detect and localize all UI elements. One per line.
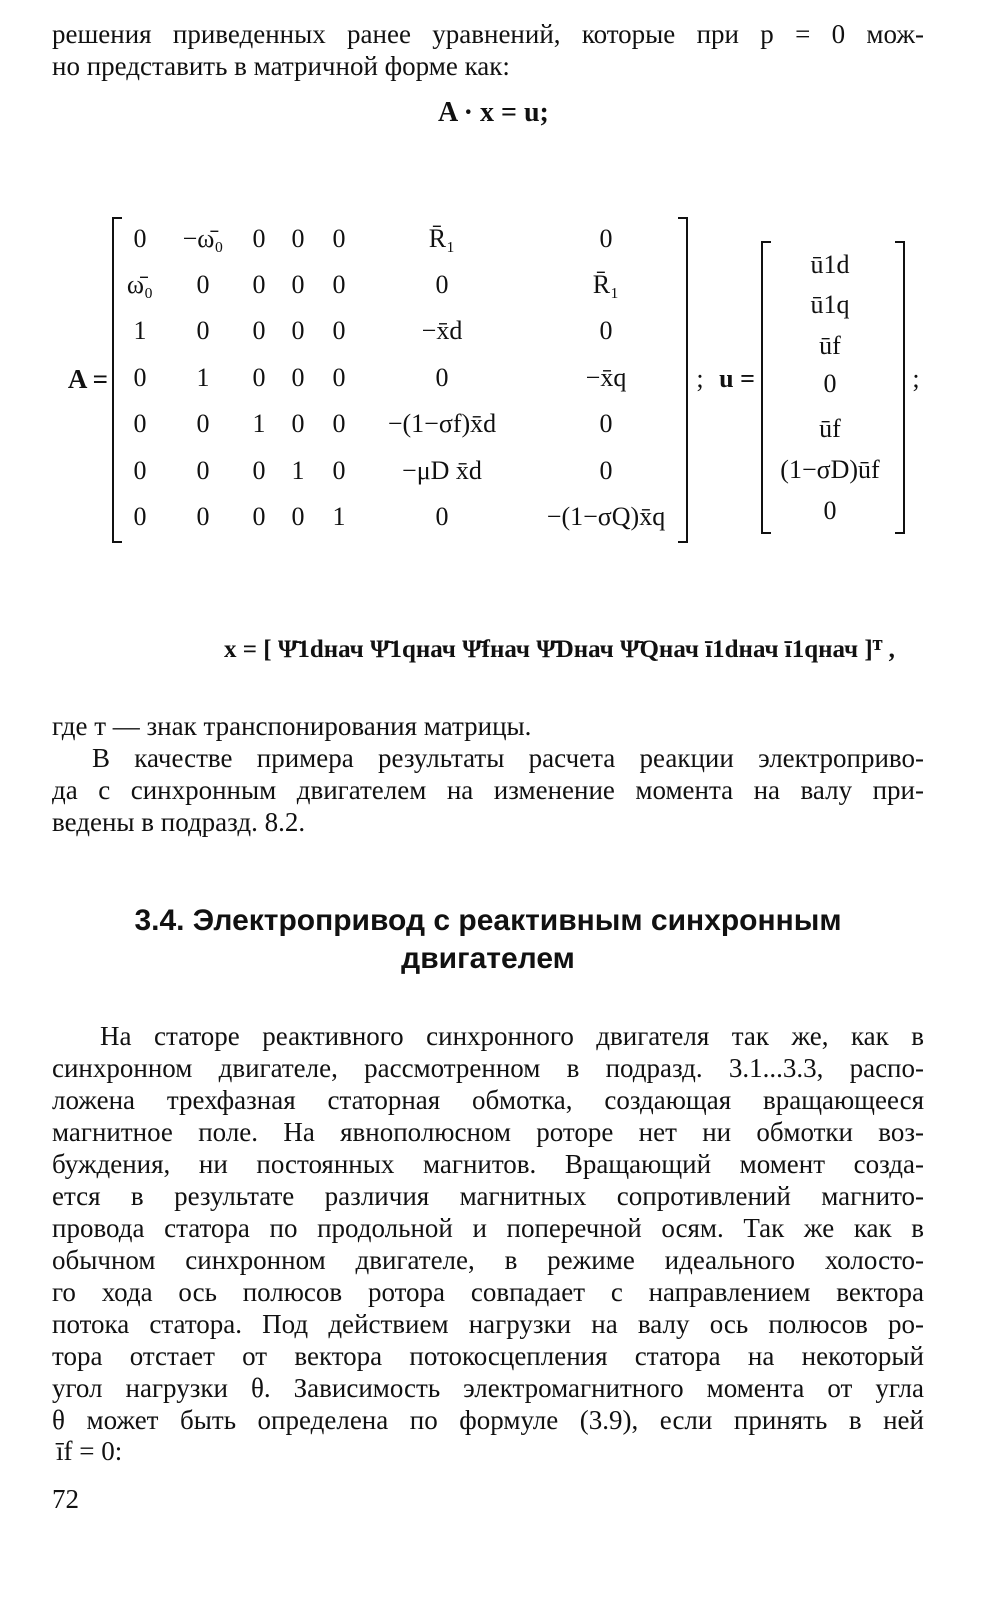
paragraph-reactive-motor — [52, 1020, 924, 1436]
matrix-a-cell: ω̄₀ — [126, 270, 154, 299]
matrix-a-cell: 0 — [291, 316, 305, 345]
vector-u-cell: ūf — [819, 414, 841, 443]
matrix-a-cell: 0 — [599, 224, 613, 253]
para2-line: синхронном двигателе, рассмотренном в подразд. 3.1...3.3, распо- — [52, 1053, 924, 1083]
matrix-a-right-bracket — [678, 217, 688, 543]
matrix-a-cell: 0 — [291, 409, 305, 438]
intro-line-2: но представить в матричной форме как: — [52, 51, 510, 81]
matrix-a-cell: 0 — [133, 363, 147, 392]
section-heading — [52, 902, 924, 978]
matrix-a-cell: 0 — [599, 316, 613, 345]
matrix-a-cell: 0 — [332, 224, 346, 253]
matrix-a-cell: 0 — [196, 502, 210, 531]
para2-line: ется в результате различия магнитных сопротивлений магнито- — [52, 1181, 924, 1211]
matrix-a-cell: 1 — [332, 502, 346, 531]
matrix-separator: ; — [696, 364, 704, 393]
vector-u-right-bracket — [895, 241, 905, 534]
matrix-a-cell: −x̄d — [421, 316, 463, 345]
para2-line: тора отстает от вектора потокосцепления статора на некоторый — [52, 1341, 924, 1371]
matrix-a-cell: 1 — [252, 409, 266, 438]
matrix-a-cell: 0 — [133, 502, 147, 531]
para2-line: На статоре реактивного синхронного двигателя так же, как в — [100, 1021, 924, 1051]
vector-u-cell: 0 — [823, 369, 837, 398]
vector-x-equation: x = [ Ψ̄1dнач Ψ̄1qнач Ψ̄fнач Ψ̄Dнач Ψ̄Qнач ī1dнач ī1qнач ]ᵀ , — [224, 636, 895, 663]
matrix-a-cell: 1 — [291, 456, 305, 485]
matrix-a-cell: −(1−σf)x̄d — [387, 409, 497, 438]
para2-line: θ может быть определена по формуле (3.9), если принять в ней — [52, 1405, 924, 1435]
vector-u-label: u = — [719, 364, 755, 393]
para1-line-1: где т — знак транспонирования матрицы. — [52, 711, 532, 741]
matrix-a-cell: 0 — [332, 456, 346, 485]
matrix-a-cell: 1 — [196, 363, 210, 392]
vector-u-end: ; — [912, 364, 920, 393]
vector-u-cell: 0 — [823, 496, 837, 525]
page-number: 72 — [52, 1484, 79, 1514]
para2-line: потока статора. Под действием нагрузки на валу ось полюсов ро- — [52, 1309, 924, 1339]
matrix-a-cell: 1 — [133, 316, 147, 345]
vector-u-cell: ū1d — [810, 250, 850, 279]
intro-line-1: решения приведенных ранее уравнений, которые при p = 0 мож- — [52, 19, 924, 49]
matrix-a-cell: 0 — [133, 409, 147, 438]
last-equation: īf = 0: — [56, 1436, 123, 1466]
para1-line-3: да с синхронным двигателем на изменение момента на валу при- — [52, 775, 924, 805]
para1-line-2: В качестве примера результаты расчета реакции электроприво- — [92, 743, 924, 773]
matrix-a-cell: 0 — [435, 363, 449, 392]
matrix-a-cell: −x̄q — [585, 363, 627, 392]
matrix-a-cell: 0 — [291, 363, 305, 392]
para2-line: обычном синхронном двигателе, в режиме идеального холосто- — [52, 1245, 924, 1275]
paragraph-transpose — [52, 710, 924, 838]
para2-line: ложена трехфазная статорная обмотка, создающая вращающееся — [52, 1085, 924, 1115]
matrix-a-cell: 0 — [196, 270, 210, 299]
matrix-a-cell: 0 — [435, 270, 449, 299]
matrix-a-cell: 0 — [599, 456, 613, 485]
matrix-a-cell: 0 — [332, 409, 346, 438]
matrix-a-cell: −ω̄₀ — [182, 224, 224, 253]
matrix-a-cell: 0 — [252, 224, 266, 253]
matrix-a-cell: −(1−σQ)x̄q — [546, 502, 666, 531]
matrix-a-block — [0, 0, 981, 620]
vector-u-cell: (1−σD)ūf — [780, 455, 880, 484]
matrix-a-cell: 0 — [196, 409, 210, 438]
matrix-a-cell: 0 — [291, 224, 305, 253]
matrix-a-cell: 0 — [196, 456, 210, 485]
para2-line: буждения, ни постоянных магнитов. Вращающий момент созда- — [52, 1149, 924, 1179]
para2-line: угол нагрузки θ. Зависимость электромагнитного момента от угла — [52, 1373, 924, 1403]
matrix-a-cell: R̄₁ — [592, 270, 620, 299]
matrix-a-cell: 0 — [252, 363, 266, 392]
heading-line-2: двигателем — [401, 942, 575, 975]
matrix-a-cell: −μD x̄d — [402, 456, 482, 485]
matrix-a-cell: 0 — [435, 502, 449, 531]
matrix-a-cell: R̄₁ — [428, 224, 456, 253]
matrix-a-label: A = — [67, 364, 109, 394]
matrix-a-cell: 0 — [133, 224, 147, 253]
para2-line: магнитное поле. На явнополюсном роторе нет ни обмотки воз- — [52, 1117, 924, 1147]
main-equation: A · x = u; — [438, 97, 549, 128]
para2-line: провода статора по продольной и поперечной осям. Так же как в — [52, 1213, 924, 1243]
matrix-a-left-bracket — [112, 217, 122, 543]
vector-u-left-bracket — [761, 241, 771, 534]
para1-line-4: ведены в подразд. 8.2. — [52, 807, 306, 837]
matrix-a-cell: 0 — [332, 363, 346, 392]
matrix-a-cell: 0 — [196, 316, 210, 345]
matrix-a-cell: 0 — [599, 409, 613, 438]
heading-line-1: 3.4. Электропривод с реактивным синхронным — [134, 904, 842, 937]
matrix-a-cell: 0 — [133, 456, 147, 485]
para2-line: го хода ось полюсов ротора совпадает с направлением вектора — [52, 1277, 924, 1307]
matrix-a-cell: 0 — [332, 270, 346, 299]
matrix-a-cell: 0 — [291, 502, 305, 531]
vector-u-cell: ū1q — [810, 290, 850, 319]
matrix-a-cell: 0 — [252, 316, 266, 345]
matrix-a-cell: 0 — [252, 502, 266, 531]
matrix-a-cell: 0 — [332, 316, 346, 345]
matrix-a-cell: 0 — [252, 270, 266, 299]
vector-u-cell: ūf — [819, 331, 841, 360]
matrix-a-cell: 0 — [252, 456, 266, 485]
matrix-a-cell: 0 — [291, 270, 305, 299]
